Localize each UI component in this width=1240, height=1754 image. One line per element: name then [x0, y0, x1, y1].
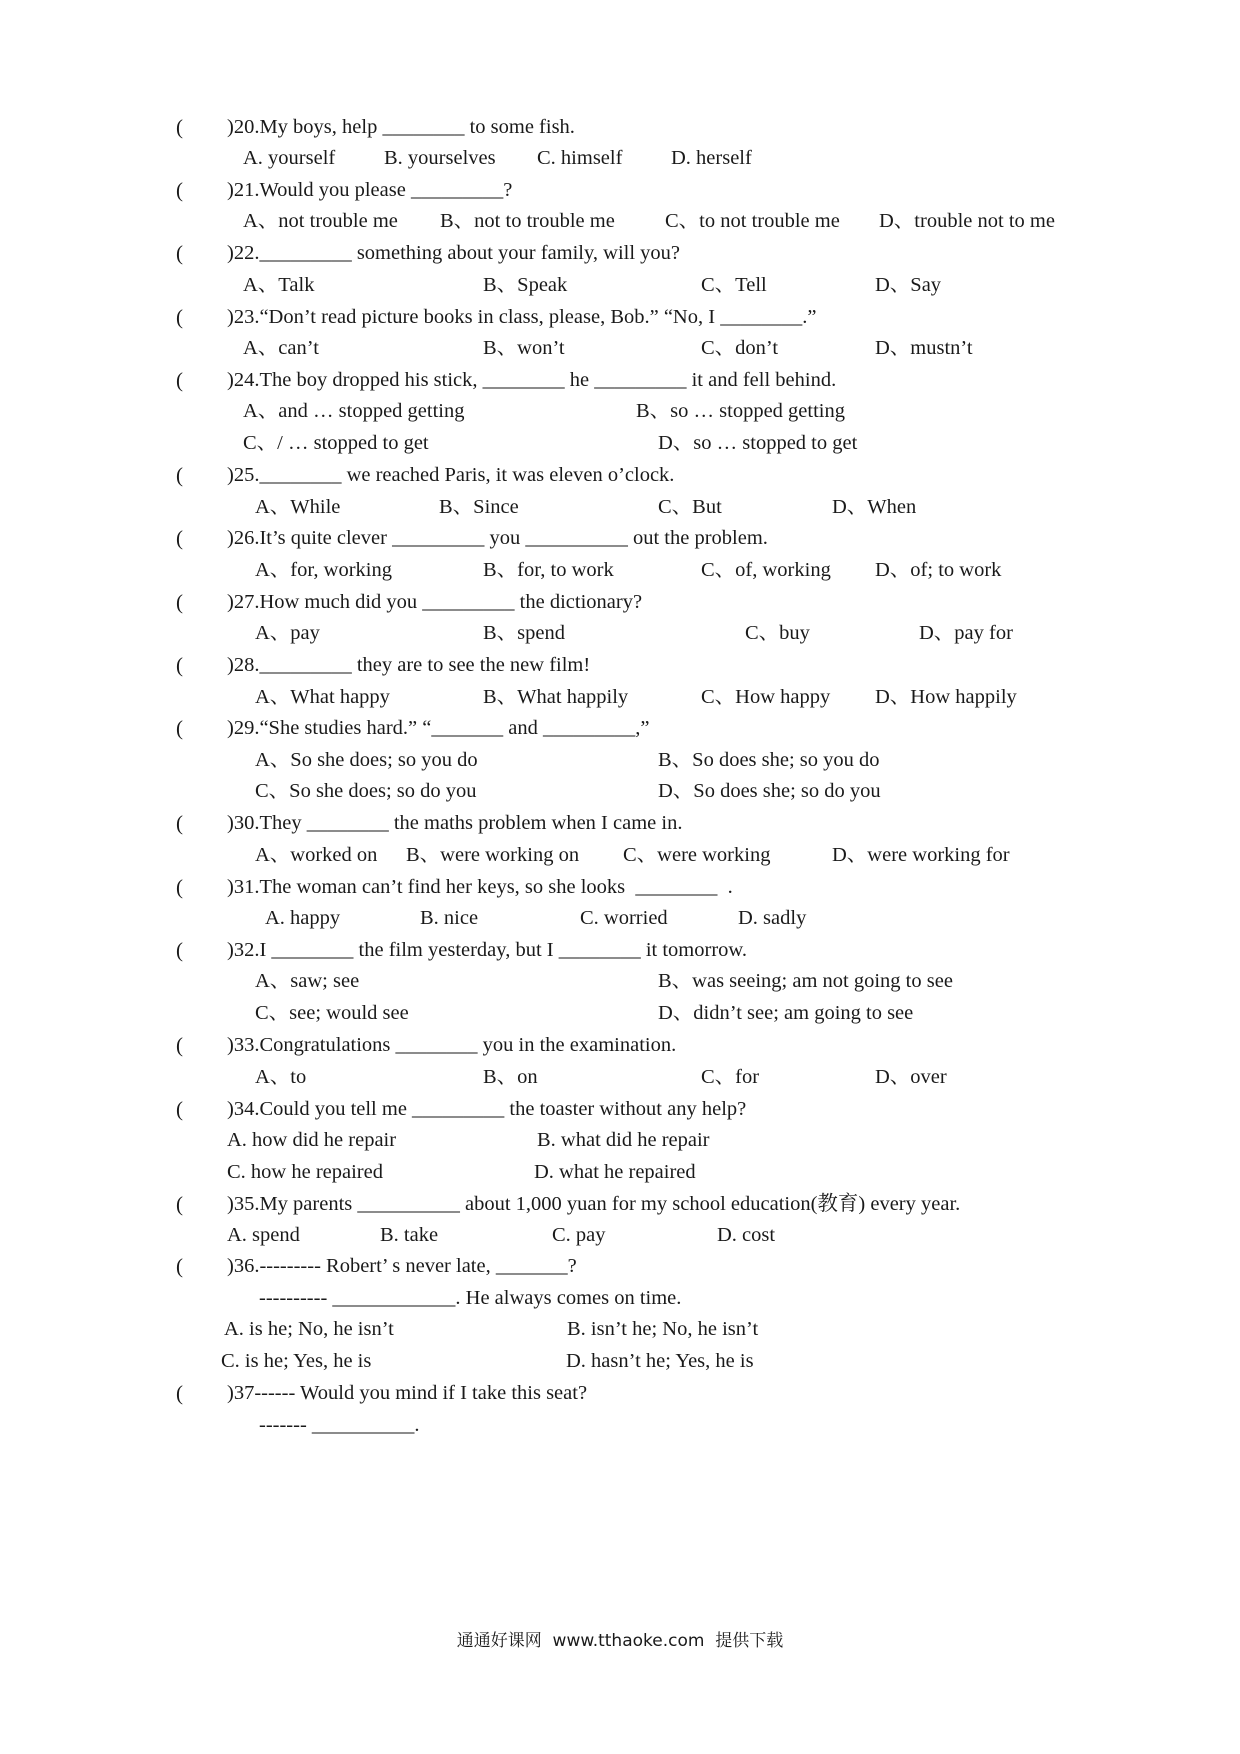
answer-option[interactable]: D、pay for: [919, 622, 1013, 644]
question-row: [0, 1253, 1240, 1279]
option-row: [0, 1412, 1240, 1438]
question-row: [0, 810, 1240, 836]
option-row: [0, 398, 1240, 424]
answer-option[interactable]: D、So does she; so do you: [658, 780, 881, 802]
question-stem: )27.How much did you _________ the dictionary?: [227, 591, 643, 613]
option-row: [0, 1159, 1240, 1185]
answer-option[interactable]: A、So she does; so you do: [255, 749, 478, 771]
answer-option[interactable]: A、While: [255, 496, 341, 518]
answer-option[interactable]: A、pay: [255, 622, 320, 644]
answer-option[interactable]: D、mustn’t: [875, 337, 973, 359]
answer-bracket[interactable]: (: [176, 463, 183, 487]
answer-bracket[interactable]: (: [176, 938, 183, 962]
option-row: [0, 905, 1240, 931]
option-row: [0, 1348, 1240, 1374]
answer-option[interactable]: D. herself: [671, 147, 752, 169]
option-row: [0, 778, 1240, 804]
answer-option[interactable]: A. happy: [265, 907, 341, 929]
answer-bracket[interactable]: (: [176, 875, 183, 899]
answer-option[interactable]: C. is he; Yes, he is: [221, 1350, 372, 1372]
answer-option[interactable]: D、over: [875, 1066, 947, 1088]
question-stem: )37------ Would you mind if I take this seat?: [227, 1382, 588, 1404]
answer-option[interactable]: C、Tell: [701, 274, 767, 296]
answer-option[interactable]: B. take: [380, 1224, 439, 1246]
answer-option[interactable]: A、saw; see: [255, 970, 360, 992]
answer-option[interactable]: D、How happily: [875, 686, 1017, 708]
answer-option[interactable]: A. spend: [227, 1224, 300, 1246]
page-footer: 通通好课网 www.tthaoke.com 提供下载: [456, 1631, 784, 1651]
question-row: [0, 874, 1240, 900]
question-row: [0, 937, 1240, 963]
question-row: [0, 1191, 1240, 1217]
question-stem: )29.“She studies hard.” “_______ and _________,”: [227, 717, 650, 739]
answer-bracket[interactable]: (: [176, 115, 183, 139]
answer-option[interactable]: C、How happy: [701, 686, 831, 708]
answer-bracket[interactable]: (: [176, 368, 183, 392]
question-stem: )22._________ something about your family, will you?: [227, 242, 681, 264]
question-row: [0, 525, 1240, 551]
option-row: [0, 620, 1240, 646]
answer-option[interactable]: D、Say: [875, 274, 942, 296]
question-row: [0, 715, 1240, 741]
answer-bracket[interactable]: (: [176, 526, 183, 550]
answer-bracket[interactable]: (: [176, 1381, 183, 1405]
answer-option[interactable]: C. pay: [552, 1224, 606, 1246]
answer-option[interactable]: B. isn’t he; No, he isn’t: [567, 1318, 759, 1340]
option-row: [0, 1316, 1240, 1342]
answer-option[interactable]: C、of, working: [701, 559, 831, 581]
answer-option[interactable]: A、can’t: [243, 337, 319, 359]
answer-bracket[interactable]: (: [176, 716, 183, 740]
option-row: [0, 557, 1240, 583]
answer-bracket[interactable]: (: [176, 1254, 183, 1278]
answer-option[interactable]: A、not trouble me: [243, 210, 398, 232]
answer-option[interactable]: A、to: [255, 1066, 307, 1088]
question-stem: )25.________ we reached Paris, it was eleven o’clock.: [227, 464, 675, 486]
question-row: [0, 177, 1240, 203]
option-row: [0, 1127, 1240, 1153]
answer-option[interactable]: B、Speak: [483, 274, 568, 296]
answer-option[interactable]: A、worked on: [255, 844, 378, 866]
answer-option[interactable]: A. yourself: [243, 147, 336, 169]
answer-option[interactable]: B、So does she; so you do: [658, 749, 880, 771]
answer-option[interactable]: D、so … stopped to get: [658, 432, 858, 454]
answer-option[interactable]: B、so … stopped getting: [636, 400, 845, 422]
answer-option[interactable]: B、What happily: [483, 686, 629, 708]
answer-option[interactable]: C、/ … stopped to get: [243, 432, 429, 454]
answer-option[interactable]: B、spend: [483, 622, 565, 644]
question-row: [0, 367, 1240, 393]
answer-option[interactable]: C、buy: [745, 622, 810, 644]
question-stem: )31.The woman can’t find her keys, so she looks ________ .: [227, 876, 733, 898]
option-row: [0, 494, 1240, 520]
option-row: [0, 1222, 1240, 1248]
option-row: [0, 1064, 1240, 1090]
answer-option[interactable]: B、on: [483, 1066, 538, 1088]
answer-option[interactable]: B、was seeing; am not going to see: [658, 970, 953, 992]
answer-option[interactable]: C、see; would see: [255, 1002, 409, 1024]
answer-option[interactable]: D、of; to work: [875, 559, 1002, 581]
answer-option[interactable]: B、not to trouble me: [440, 210, 615, 232]
answer-bracket[interactable]: (: [176, 1192, 183, 1216]
answer-option[interactable]: C. how he repaired: [227, 1161, 383, 1183]
answer-option[interactable]: D、didn’t see; am going to see: [658, 1002, 914, 1024]
option-row: [0, 145, 1240, 171]
answer-option[interactable]: A. how did he repair: [227, 1129, 397, 1151]
answer-bracket[interactable]: (: [176, 653, 183, 677]
question-stem: )24.The boy dropped his stick, ________ he _________ it and fell behind.: [227, 369, 837, 391]
question-row: [0, 462, 1240, 488]
question-row: [0, 1096, 1240, 1122]
answer-option[interactable]: C. himself: [537, 147, 623, 169]
question-stem: )26.It’s quite clever _________ you __________ out the problem.: [227, 527, 768, 549]
question-stem: )34.Could you tell me _________ the toaster without any help?: [227, 1098, 747, 1120]
question-row: [0, 114, 1240, 140]
answer-option[interactable]: ------- __________.: [259, 1414, 420, 1436]
answer-option[interactable]: A、for, working: [255, 559, 392, 581]
question-stem: )30.They ________ the maths problem when I came in.: [227, 812, 683, 834]
answer-option[interactable]: A、Talk: [243, 274, 315, 296]
question-stem: )28._________ they are to see the new film!: [227, 654, 591, 676]
answer-option[interactable]: C、were working: [623, 844, 771, 866]
answer-bracket[interactable]: (: [176, 305, 183, 329]
option-row: [0, 430, 1240, 456]
answer-option[interactable]: A、What happy: [255, 686, 390, 708]
question-row: [0, 1032, 1240, 1058]
answer-option[interactable]: B、for, to work: [483, 559, 614, 581]
answer-option[interactable]: A. is he; No, he isn’t: [224, 1318, 394, 1340]
answer-option[interactable]: D. cost: [717, 1224, 776, 1246]
answer-option[interactable]: B. yourselves: [384, 147, 496, 169]
answer-option[interactable]: C、don’t: [701, 337, 779, 359]
answer-option[interactable]: A、and … stopped getting: [243, 400, 465, 422]
answer-option[interactable]: C、But: [658, 496, 722, 518]
answer-bracket[interactable]: (: [176, 590, 183, 614]
option-row: [0, 1000, 1240, 1026]
option-row: [0, 335, 1240, 361]
question-stem: )20.My boys, help ________ to some fish.: [227, 116, 575, 138]
answer-option[interactable]: ---------- ____________. He always comes on time.: [259, 1287, 682, 1309]
option-row: [0, 1285, 1240, 1311]
option-row: [0, 747, 1240, 773]
question-row: [0, 304, 1240, 330]
answer-option[interactable]: D. hasn’t he; Yes, he is: [566, 1350, 754, 1372]
question-row: [0, 589, 1240, 615]
answer-bracket[interactable]: (: [176, 241, 183, 265]
answer-option[interactable]: D、were working for: [832, 844, 1010, 866]
option-row: [0, 208, 1240, 234]
answer-option[interactable]: C、to not trouble me: [665, 210, 840, 232]
answer-option[interactable]: C、So she does; so do you: [255, 780, 477, 802]
question-stem: )32.I ________ the film yesterday, but I ________ it tomorrow.: [227, 939, 748, 961]
question-stem: )21.Would you please _________?: [227, 179, 513, 201]
option-row: [0, 684, 1240, 710]
option-row: [0, 272, 1240, 298]
answer-option[interactable]: B. what did he repair: [537, 1129, 710, 1151]
answer-option[interactable]: D. what he repaired: [534, 1161, 696, 1183]
question-row: [0, 652, 1240, 678]
answer-option[interactable]: B、were working on: [406, 844, 580, 866]
question-stem: )35.My parents __________ about 1,000 yuan for my school education(教育) every year.: [227, 1193, 961, 1215]
question-row: [0, 1380, 1240, 1406]
answer-bracket[interactable]: (: [176, 178, 183, 202]
answer-option[interactable]: C、for: [701, 1066, 760, 1088]
question-row: [0, 240, 1240, 266]
question-stem: )36.--------- Robert’ s never late, _______?: [227, 1255, 577, 1277]
answer-option[interactable]: B. nice: [420, 907, 479, 929]
answer-bracket[interactable]: (: [176, 1097, 183, 1121]
answer-bracket[interactable]: (: [176, 1033, 183, 1057]
answer-bracket[interactable]: (: [176, 811, 183, 835]
answer-option[interactable]: B、won’t: [483, 337, 565, 359]
answer-option[interactable]: D、trouble not to me: [879, 210, 1055, 232]
option-row: [0, 842, 1240, 868]
answer-option[interactable]: D. sadly: [738, 907, 807, 929]
answer-option[interactable]: C. worried: [580, 907, 668, 929]
answer-option[interactable]: D、When: [832, 496, 917, 518]
question-stem: )33.Congratulations ________ you in the examination.: [227, 1034, 677, 1056]
option-row: [0, 968, 1240, 994]
question-stem: )23.“Don’t read picture books in class, please, Bob.” “No, I ________.”: [227, 306, 817, 328]
answer-option[interactable]: B、Since: [439, 496, 519, 518]
